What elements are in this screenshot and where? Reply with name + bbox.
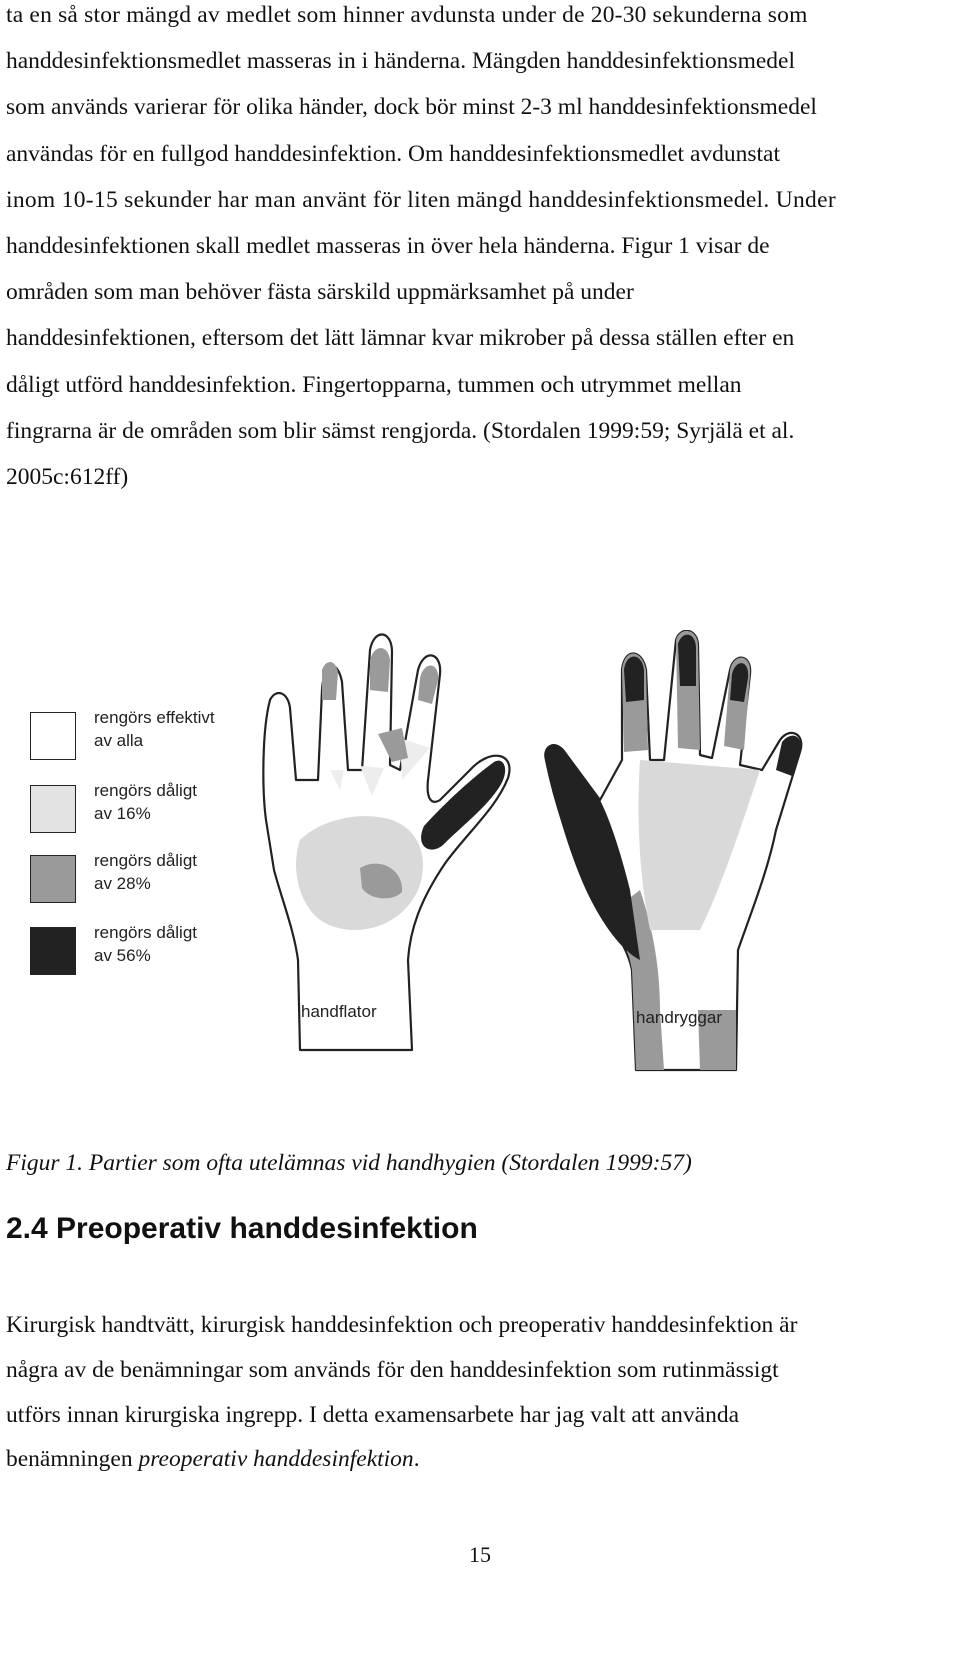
back-hand — [545, 631, 801, 1070]
text-line: som används varierar för olika händer, dock bör minst 2-3 ml handdesinfektionsmedel — [6, 94, 817, 121]
intro-paragraph — [6, 0, 951, 500]
text-line: handdesinfektionen, eftersom det lätt lämnar kvar mikrober på dessa ställen efter en — [6, 325, 795, 352]
legend-label: rengörs effektivt av alla — [94, 708, 215, 750]
legend-label: rengörs dåligt av 28% — [94, 851, 198, 893]
text-line: ta en så stor mängd av medlet som hinner avdunsta under de 20-30 sekunderna som — [6, 2, 808, 28]
text-fragment: . — [413, 1446, 420, 1473]
text-fragment: benämningen — [6, 1446, 139, 1473]
section-heading: 2.4 Preoperativ handdesinfektion — [6, 1212, 478, 1245]
legend-label: rengörs dåligt av 56% — [94, 923, 198, 965]
legend-label: rengörs dåligt av 16% — [94, 781, 198, 823]
text-line: utförs innan kirurgiska ingrepp. I detta examensarbete har jag valt att använda — [6, 1401, 740, 1428]
text-line: handdesinfektionen skall medlet masseras in över hela händerna. Figur 1 visar de — [6, 232, 770, 259]
page-number: 15 — [469, 1542, 491, 1567]
palm-hand-illustration — [0, 630, 960, 1100]
text-line: Kirurgisk handtvätt, kirurgisk handdesinfektion och preoperativ handdesinfektion är — [6, 1312, 798, 1338]
text-line: dåligt utförd handdesinfektion. Fingertopparna, tummen och utrymmet mellan — [6, 371, 742, 398]
text-line: inom 10-15 sekunder har man använt för liten mängd handdesinfektionsmedel. Under — [6, 186, 836, 213]
text-line: fingrarna är de områden som blir sämst rengjorda. (Stordalen 1999:59; Syrjälä et al. — [6, 417, 795, 444]
text-line: handdesinfektionsmedlet masseras in i händerna. Mängden handdesinfektionsmedel — [6, 48, 795, 75]
body-paragraph — [6, 1303, 951, 1482]
italic-term: preoperativ handdesinfektion — [138, 1446, 414, 1473]
text-line — [6, 1437, 951, 1482]
back-label: handryggar — [636, 1008, 723, 1027]
text-line: områden som man behöver fästa särskild uppmärksamhet på under — [6, 279, 634, 306]
text-line: några av de benämningar som används för den handdesinfektion som rutinmässigt — [6, 1356, 779, 1383]
hand-hygiene-figure — [0, 630, 960, 1100]
palm-hand — [263, 634, 509, 1050]
text-line: användas för en fullgod handdesinfektion. Om handdesinfektionsmedlet avdunstat — [6, 140, 781, 167]
figure-caption: Figur 1. Partier som ofta utelämnas vid handhygien (Stordalen 1999:57) — [6, 1150, 692, 1176]
palm-label: handflator — [301, 1002, 377, 1021]
text-line: 2005c:612ff) — [6, 463, 129, 490]
